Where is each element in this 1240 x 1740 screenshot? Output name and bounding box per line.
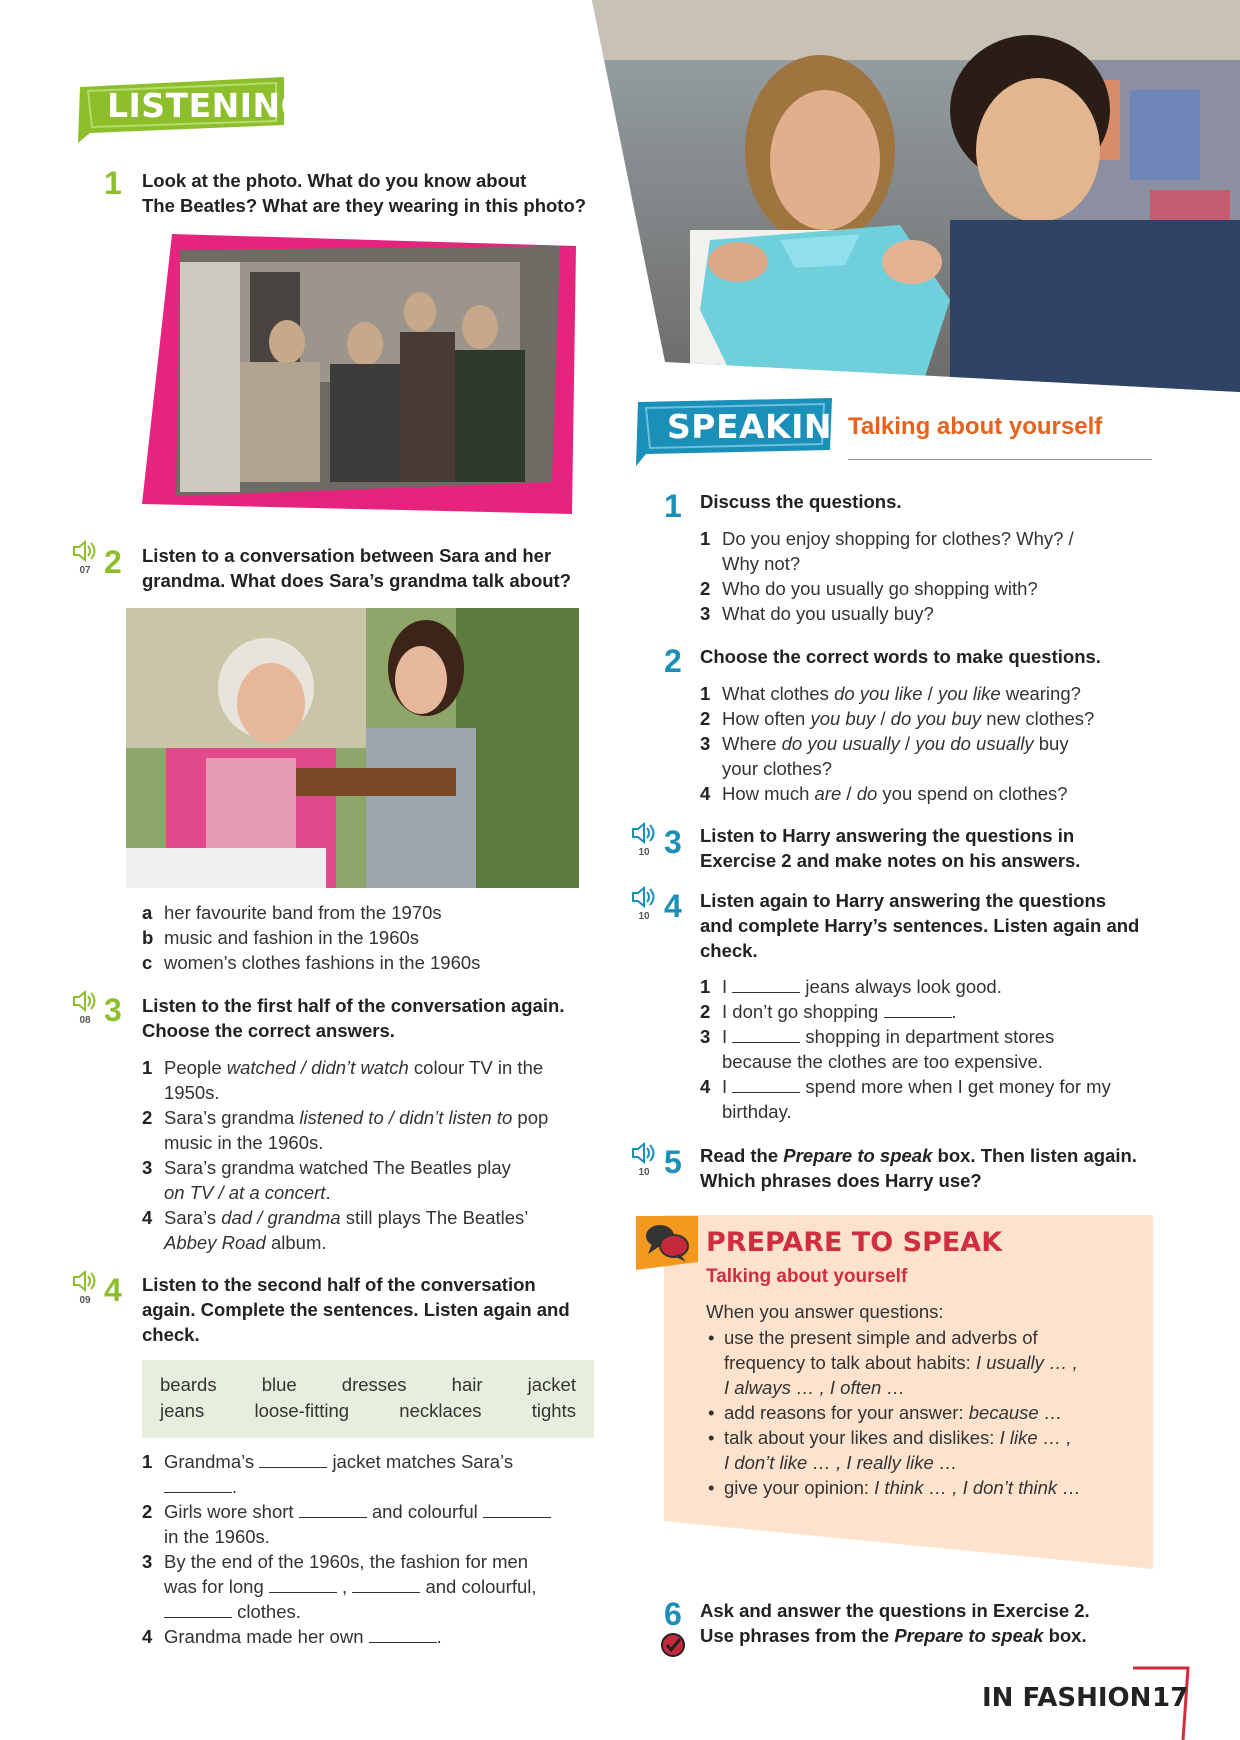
bullet-item: • give your opinion: I think … , I don’t think … [706,1475,1136,1500]
word: beards [160,1374,217,1395]
exercise-number: 2 [664,643,682,679]
exercise-1-instruction: Look at the photo. What do you know about The Beatles? What are they wearing in this photo? [142,170,587,216]
answer-blank[interactable] [483,1501,551,1518]
answer-blank[interactable] [164,1476,232,1493]
audio-track-number: 09 [79,1295,91,1306]
exercise-4-instruction: Listen to the second half of the conversation again. Complete the sentences. Listen again and check. [142,1274,570,1345]
prepare-bullets [706,1325,1136,1500]
speaking-title: SPEAKING [667,407,860,446]
bullet-item: • add reasons for your answer: because … [706,1400,1136,1425]
prepare-title: PREPARE TO SPEAK [706,1227,1003,1258]
list-item: 3 I shopping in department stores because the clothes are too expensive. [700,1026,1055,1072]
word: loose-fitting [254,1400,350,1421]
speaker-icon[interactable] [631,1142,659,1164]
audio-track-number: 10 [638,847,650,858]
exercise-4-items [142,1449,597,1649]
option-c: c women’s clothes fashions in the 1960s [142,952,481,973]
exercise-1-instruction: Discuss the questions. [700,491,902,512]
answer-blank[interactable] [884,1001,952,1018]
word: tights [531,1400,576,1421]
unit-title: IN FASHION [982,1683,1152,1713]
bullet-item: • talk about your likes and dislikes: I like … , I don’t like … , I really like … [706,1425,1136,1475]
shopping-photo [590,0,1240,392]
option-a: a her favourite band from the 1970s [142,902,442,923]
checkmark-icon [660,1632,686,1658]
exercise-4-instruction: Listen again to Harry answering the questions and complete Harry’s sentences. Listen again and check. [700,890,1140,961]
list-item: 3 By the end of the 1960s, the fashion for men was for long , and colourful, clothes. [142,1551,537,1622]
bullet-item: • use the present simple and adverbs of frequency to talk about habits: I usually … , I always … , I often … [706,1325,1136,1400]
list-item: 3 Sara’s grandma watched The Beatles play on TV / at a concert. [142,1157,511,1203]
list-item: 3 Where do you usually / you do usually buy your clothes? [700,733,1069,779]
list-item: 2 Sara’s grandma listened to / didn’t listen to pop music in the 1960s. [142,1107,549,1153]
speaker-icon[interactable] [631,886,659,908]
list-item: 4 How much are / do you spend on clothes? [700,783,1068,804]
exercise-2-instruction: Listen to a conversation between Sara and her grandma. What does Sara’s grandma talk about? [142,545,572,591]
list-item: 4 Sara’s dad / grandma still plays The Beatles’ Abbey Road album. [142,1207,529,1253]
exercise-number: 5 [664,1144,682,1180]
exercise-5-instruction: Read the Prepare to speak box. Then listen again. Which phrases does Harry use? [700,1145,1137,1191]
exercise-number: 4 [664,888,682,924]
list-item: 1 Do you enjoy shopping for clothes? Why? / Why not? [700,528,1074,574]
answer-blank[interactable] [732,1026,800,1043]
beatles-photo [140,232,580,520]
grandma-photo [126,608,579,888]
exercise-number: 3 [664,824,682,860]
exercise-number: 1 [104,165,122,201]
option-b: b music and fashion in the 1960s [142,927,420,948]
exercise-1-items [700,526,1160,626]
answer-blank[interactable] [259,1451,327,1468]
list-item: 3 What do you usually buy? [700,603,934,624]
exercise-2-items [700,681,1160,806]
exercise-3-instruction: Listen to Harry answering the questions in Exercise 2 and make notes on his answers. [700,825,1081,871]
list-item: 1 Grandma’s jacket matches Sara’s . [142,1451,514,1497]
exercise-2-options [142,900,602,975]
word: hair [451,1374,483,1395]
answer-blank[interactable] [299,1501,367,1518]
exercise-3-items [142,1055,597,1255]
list-item: 2 Who do you usually go shopping with? [700,578,1038,599]
speaker-icon[interactable] [72,1270,100,1292]
exercise-number: 6 [664,1596,682,1632]
exercise-4-items [700,974,1160,1124]
exercise-number: 1 [664,488,682,524]
list-item: 4 I spend more when I get money for my birthday. [700,1076,1111,1122]
list-item: 1 I jeans always look good. [700,976,1002,997]
answer-blank[interactable] [352,1576,420,1593]
answer-blank[interactable] [164,1601,232,1618]
prepare-subtitle: Talking about yourself [706,1266,908,1287]
word: necklaces [399,1400,482,1421]
list-item: 2 Girls wore short and colourful in the 1960s. [142,1499,597,1549]
list-item: 1 What clothes do you like / you like wearing? [700,683,1081,704]
audio-track-number: 08 [79,1015,91,1026]
answer-blank[interactable] [369,1626,437,1643]
list-item: 2 I don’t go shopping . [700,1001,957,1022]
exercise-number: 4 [104,1272,122,1308]
page-number: 17 [1152,1683,1189,1713]
exercise-2-instruction: Choose the correct words to make questions. [700,646,1101,667]
answer-blank[interactable] [732,976,800,993]
speaker-icon[interactable] [72,540,100,562]
word: blue [261,1374,297,1395]
speech-bubbles-icon [636,1216,698,1270]
speaker-icon[interactable] [72,990,100,1012]
word: jeans [160,1400,205,1421]
speaking-subtitle: Talking about yourself [848,413,1103,440]
answer-blank[interactable] [269,1576,337,1593]
word: jacket [527,1374,576,1395]
divider [848,459,1152,460]
word: dresses [341,1374,407,1395]
list-item: 4 Grandma made her own . [142,1626,442,1647]
speaker-icon[interactable] [631,822,659,844]
list-item: 2 How often you buy / do you buy new clothes? [700,708,1095,729]
audio-track-number: 10 [638,911,650,922]
audio-track-number: 07 [79,565,91,576]
exercise-number: 2 [104,544,122,580]
answer-blank[interactable] [732,1076,800,1093]
exercise-number: 3 [104,992,122,1028]
prepare-intro: When you answer questions: [706,1301,944,1322]
list-item: 1 People watched / didn’t watch colour TV in the 1950s. [142,1057,544,1103]
word-box [142,1360,594,1438]
audio-track-number: 10 [638,1167,650,1178]
exercise-6-instruction: Ask and answer the questions in Exercise 2. Use phrases from the Prepare to speak box. [700,1600,1090,1646]
exercise-3-instruction: Listen to the first half of the conversation again. Choose the correct answers. [142,995,565,1041]
listening-title: LISTENING [107,86,309,125]
